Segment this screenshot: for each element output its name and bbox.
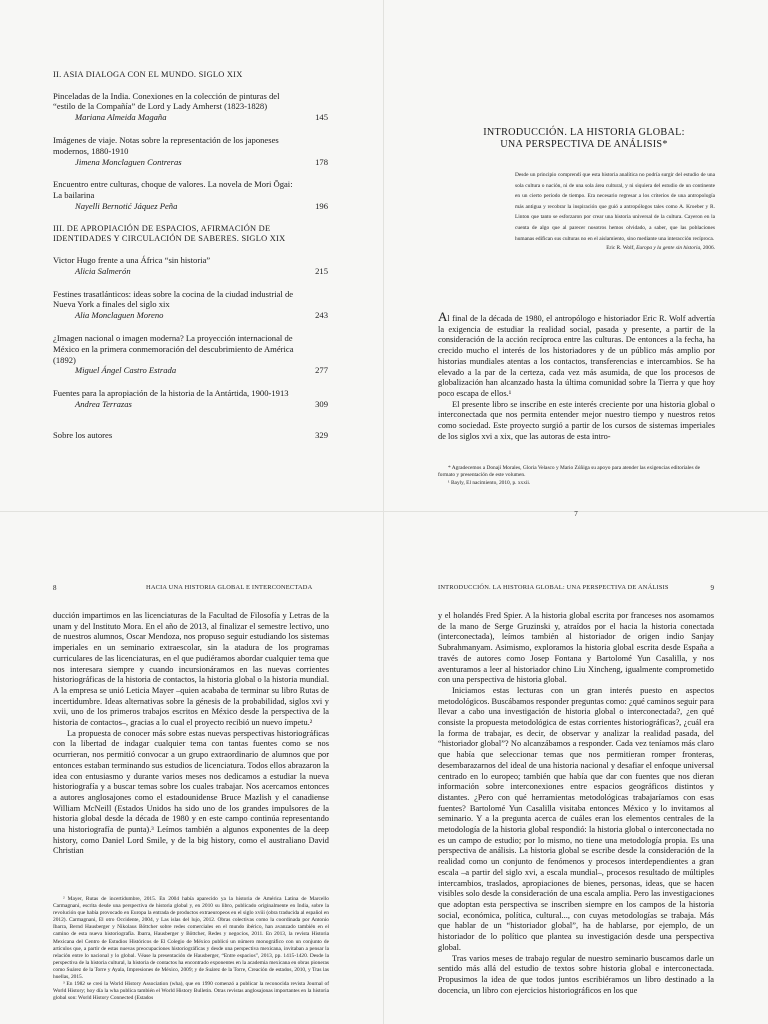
paragraph: Iniciamos estas lecturas con un gran interés puesto en aspectos metodológicos. Buscábamos responder preguntas como: ¿qué caminos seguir para llevar a cabo una investigación de historia global o interconectada?, ¿en qué consiste la propuesta metodológica de estas corrientes historiográficas?, ¿cuál era la forma de trabajar, es decir, de observar y analizar la realidad pasada, del “historiador global”? No alcanzábamos a responder. Cada vez teníamos más claro que había que seleccionar temas que nos permitieran romper fronteras, desembarazarnos del ideal de una historia nacional y desafiar el enfoque universal centrado en lo europeo; también que había que dar con fuentes que nos dieran información sobre interconexiones entre espacios geográficos distintos y distantes. ¿Pero con qué herramientas metodológicas trabajaríamos con esas fuentes? Bartolomé Yun Casalilla visitaba entonces México y lo invitamos al seminario. Y a la pregunta acerca de cuáles eran los elementos centrales de la metodología de la historia global respondió: la historia global o interconectada no es un campo de estudio; por lo mismo, no tiene una metodología propia. Es una perspectiva de análisis. La historia global se escribe desde la consideración de la realidad como un conjunto de fenómenos y procesos interdependientes a gran escala –a partir del siglo xvi, a escala mundial–, procesos resultado de múltiples intercambios, traslados, apropiaciones de bienes, personas, ideas, que se hacen visibles solo desde la consideración de una escala amplia. Pero las investigaciones que adoptan esta perspectiva se inscriben siempre en los campos de la historia social, económica, política, cultural..., con cuyas metodologías se trabaja. Más que hablar de un “historiador global”, ha de hablarse, por ejemplo, de un historiador de lo político que plantea su investigación desde una perspectiva global.: [438, 685, 714, 952]
toc-entry-page: 196: [315, 200, 328, 211]
toc-entry: [53, 430, 328, 441]
toc-entry-title: Pinceladas de la India. Conexiones en la colección de pinturas del “estilo de la Compañía” de Lord y Lady Amherst (1823-1828): [53, 90, 280, 112]
toc-section-heading: III. DE APROPIACIÓN DE ESPACIOS, AFIRMACIÓN DE IDENTIDADES Y CIRCULACIÓN DE SABERES. SIGLO XIX: [53, 223, 286, 244]
running-head: INTRODUCCIÓN. LA HISTORIA GLOBAL: UNA PERSPECTIVA DE ANÁLISIS: [438, 584, 669, 591]
toc-entry-title: Encuentro entre culturas, choque de valores. La novela de Mori Ōgai: La bailarina: [53, 179, 293, 201]
toc-entry-title: Fuentes para la apropiación de la historia de la Antártida, 1900-1913: [53, 388, 289, 399]
toc-entry-title: ¿Imagen nacional o imagen moderna? La proyección internacional de México en la primera conmemoración del descubrimiento de América (1892): [53, 332, 294, 365]
toc-entry-title: Festines trasatlánticos: ideas sobre la cocina de la ciudad industrial de Nueva York a finales del siglo xix: [53, 288, 294, 310]
page-number: 9: [710, 584, 714, 592]
paragraph: y el holandés Fred Spier. A la historia global escrita por franceses nos asomamos de la mano de Serge Gruzinski y, atraídos por el hacia la historia conectada (interconectada), leímos también al historiador de origen indio Sanjay Subrahmanyam. Asimismo, exploramos la historia global escrita desde España a través de autores como Josep Fontana y Bartolomé Yun Casalilla, y nos aventuramos a leer al historiador chino Liu Xincheng, igualmente comprometido con una perspectiva de historia global.: [438, 611, 714, 685]
intro-body-text: [438, 309, 715, 442]
paragraph: La propuesta de conocer más sobre estas nuevas perspectivas historiográficas con la libertad de indagar cualquier tema con tantas fuentes como se nos ocurrieran, nos permitió convocar a un grupo extraordinario de alumnos que por entonces estaban terminando sus estudios de licenciatura. Todos ellos abrazaron la idea con entusiasmo y durante varios meses nos dedicamos a estudiar la nueva historiografía y a buscar temas sobre los cuales trabajar. Nos acercamos entonces a autores anglosajones como el estadounidense Bruce Mazlish y el canadiense William McNeill (Estados Unidos ha sido uno de los grandes impulsores de la historia global desde la década de 1980 y en este campo continúa representando una historiografía de punta).³ Leímos también a algunos exponentes de la deep history, como Daniel Lord Smile, y de la big history, como el australiano David Christian: [53, 728, 329, 856]
paragraph: El presente libro se inscribe en este interés creciente por una historia global o interconectada que nos permita entender mejor nuestro tiempo y nuestros retos como sociedad. Este proyecto surgió a partir de los cursos de sistemas imperiales de los siglos xvi a xix, que las autoras de esta intro-: [438, 399, 715, 441]
page-8: [0, 512, 384, 1024]
toc-entry-page: 277: [315, 365, 328, 376]
paragraph: ducción impartimos en las licenciaturas de la Facultad de Filosofía y Letras de la unam y del Instituto Mora. En el año de 2013, al finalizar el semestre lectivo, uno de nuestros alumnos, Oscar Mendoza, nos propuso seguir estudiando los sistemas imperiales en un seminario extraescolar, sin la atadura de los programas curriculares de las licenciaturas, en el que pudiéramos abordar cualquier tema que nos interesara siempre y cuando incursionáramos en las nuevas corrientes historiográficas de la historia de contactos, la historia global o la historia mundial. A la empresa se unió Leticia Mayer –quien acababa de terminar su libro Rutas de incertidumbre. Ideas alternativas sobre la génesis de la probabilidad, siglos xvi y xvii, uno de los primeros trabajos escritos en México desde la perspectiva de la historia de contactos–, gracias a lo cual el proyecto recibió un nuevo ímpetu.²: [53, 611, 329, 728]
paragraph: Tras varios meses de trabajo regular de nuestro seminario buscamos darle un sentido más allá del estudio de textos sobre historia global e interconectada. Propusimos la idea de que todos juntos escribiéramos un libro destinado a la docencia, un libro con ejercicios historiográficos en los que: [438, 953, 714, 995]
toc-entry: [53, 388, 328, 410]
intro-page: [384, 0, 768, 518]
paragraph-text: l final de la década de 1980, el antropólogo e historiador Eric R. Wolf advertía la exigencia de estudiar la realidad social, pasada y presente, a partir de la consideración de la acción recíproca entre las culturas. De entonces a la fecha, ha crecido mucho el interés de los historiadores y de un público más amplio por historias mundiales atentas a los contactos, transferencias e intercambios. Se ha elevado a la par de la certeza, cada vez más asumida, de que los procesos de globalización han alcanzado hasta la última comunidad sobre la Tierra y que hoy poco escapa de ellos.¹: [438, 314, 715, 398]
toc-entry-author: Jimena Monclaguen Contreras: [75, 156, 182, 167]
footnote: ² Mayer, Rutas de incertidumbre, 2015. En 2004 había aparecido ya la historia de América Latina de Marcello Carmagnani, escrita desde una perspectiva de historia global y, en 2010 su libro, publicado originalmente en India, sobre la revolución que había provocado en Europa la entrada de productos extraeuropeos en el siglo xviii (obra traducida al español en 2012). Carmagnani, El otro Occidente, 2004, y Las islas del lujo, 2012. Obras colectivas como la coordinada por Antonio Ibarra, Bernd Hausberger y Nikolaus Böttcher sobre redes comerciales en el mundo ibérico, han avanzado también en el camino de esta nueva historiografía. Ibarra, Hausberger y Böttcher, Redes y negocios, 2011. En 2013, la revista Historia Mexicana del Centro de Estudios Históricos de El Colegio de México publicó un número monográfico con un conjunto de artículos que, a partir de estas nuevas preocupaciones historiográficas y desde una perspectiva mexicana, invitaban a pensar la relación entre lo nacional y lo global. Véase la presentación de Hausberger, “Entre espacios”, 2013, pp. 1415-1420. Desde la perspectiva de la historia cultural, la historia de contactos ha encontrado exponentes en la academia mexicana en obras pioneras como Suárez de la Torre y Ayala, Impresiones de México, 2009; y de Suárez de la Torre, Creación de estados, 2010, y Tras las huellas, 2015.: [53, 896, 329, 981]
epigraph-author: Eric R. Wolf,: [606, 245, 635, 252]
epigraph-work: Europa y la gente sin historia,: [636, 245, 702, 252]
toc-entry-title: Victor Hugo frente a una África “sin historia”: [53, 254, 211, 265]
toc-entry-author: Miguel Ángel Castro Estrada: [75, 365, 177, 376]
toc-section-heading: II. ASIA DIALOGA CON EL MUNDO. SIGLO XIX: [53, 70, 243, 79]
toc-entry-author: Alicia Salmerón: [75, 265, 131, 276]
drop-cap: A: [438, 309, 448, 324]
running-head: HACIA UNA HISTORIA GLOBAL E INTERCONECTADA: [146, 584, 313, 591]
epigraph: [515, 170, 715, 253]
page-number: 8: [53, 584, 57, 592]
toc-entry-author: Nayelli Bernotić Jáquez Peña: [75, 200, 178, 211]
toc-entry: [53, 333, 328, 376]
toc-entry-author: Mariana Almeida Magaña: [75, 112, 167, 123]
chapter-title: [454, 127, 714, 151]
epigraph-text: Desde un principio comprendí que esta historia analítica no podría surgir del estudio de una sola cultura o nación, ni de una sola área cultural, y ni siquiera del estudio de un continente en un cierto periodo de tiempo. Era necesario regresar a los criterios de una antropología más antigua y recobrar la inspiración que guió a antropólogos tales como A. Kroeber y R. Linton que tanto se esforzaron por crear una historia universal de la cultura. Cayeron en la cuenta de algo que al parecer nosotros hemos olvidado, a saber, que las poblaciones humanas edifican sus culturas no en el aislamiento, sino mediante una interacción recíproca.: [515, 172, 715, 242]
toc-entry-page: 309: [315, 398, 328, 409]
toc-entry: [53, 179, 328, 211]
body-text: [438, 611, 714, 996]
toc-entry-page: 145: [315, 112, 328, 123]
footnotes: [53, 896, 329, 1002]
toc-entry: [53, 135, 328, 167]
footnotes: [438, 465, 715, 487]
toc-entry: [53, 255, 328, 277]
table-of-contents: [53, 70, 328, 453]
toc-entry-title: Sobre los autores: [53, 429, 113, 440]
footnote: ¹ Bayly, El nacimiento, 2010, p. xxxii.: [448, 479, 531, 486]
body-text: [53, 611, 329, 857]
chapter-title-line: INTRODUCCIÓN. LA HISTORIA GLOBAL:: [483, 127, 685, 138]
toc-page: [0, 0, 384, 512]
toc-entry-author: Andrea Terrazas: [75, 398, 132, 409]
toc-entry: [53, 289, 328, 321]
page-9: [384, 512, 768, 1024]
toc-entry-page: 329: [315, 429, 328, 440]
footnote: * Agradecemos a Donají Morales, Gloria Velasco y Mario Zúñiga su apoyo para atender las exigencias editoriales de formato y presentación de este volumen.: [438, 465, 700, 479]
chapter-title-line: UNA PERSPECTIVA DE ANÁLISIS*: [500, 139, 668, 150]
toc-entry-author: Alia Monclaguen Moreno: [75, 310, 164, 321]
paragraph: [438, 309, 715, 400]
page-number: 7: [574, 510, 578, 518]
toc-entry-title: Imágenes de viaje. Notas sobre la representación de los japoneses modernos, 1880-1910: [53, 134, 279, 156]
epigraph-source: [515, 244, 715, 253]
toc-entry-page: 178: [315, 156, 328, 167]
footnote: ³ En 1982 se creó la World History Association (wha), que en 1990 comenzó a publicar la reconocida revista Journal of World History; hoy día la wha publica también el World History Bulletin. Otras revistas anglosajonas importantes en la historia global son: World History Connected (Estados: [53, 981, 329, 1002]
toc-entry-page: 243: [315, 310, 328, 321]
toc-entry-page: 215: [315, 265, 328, 276]
toc-entry: [53, 91, 328, 123]
epigraph-year: 2006.: [702, 245, 715, 252]
